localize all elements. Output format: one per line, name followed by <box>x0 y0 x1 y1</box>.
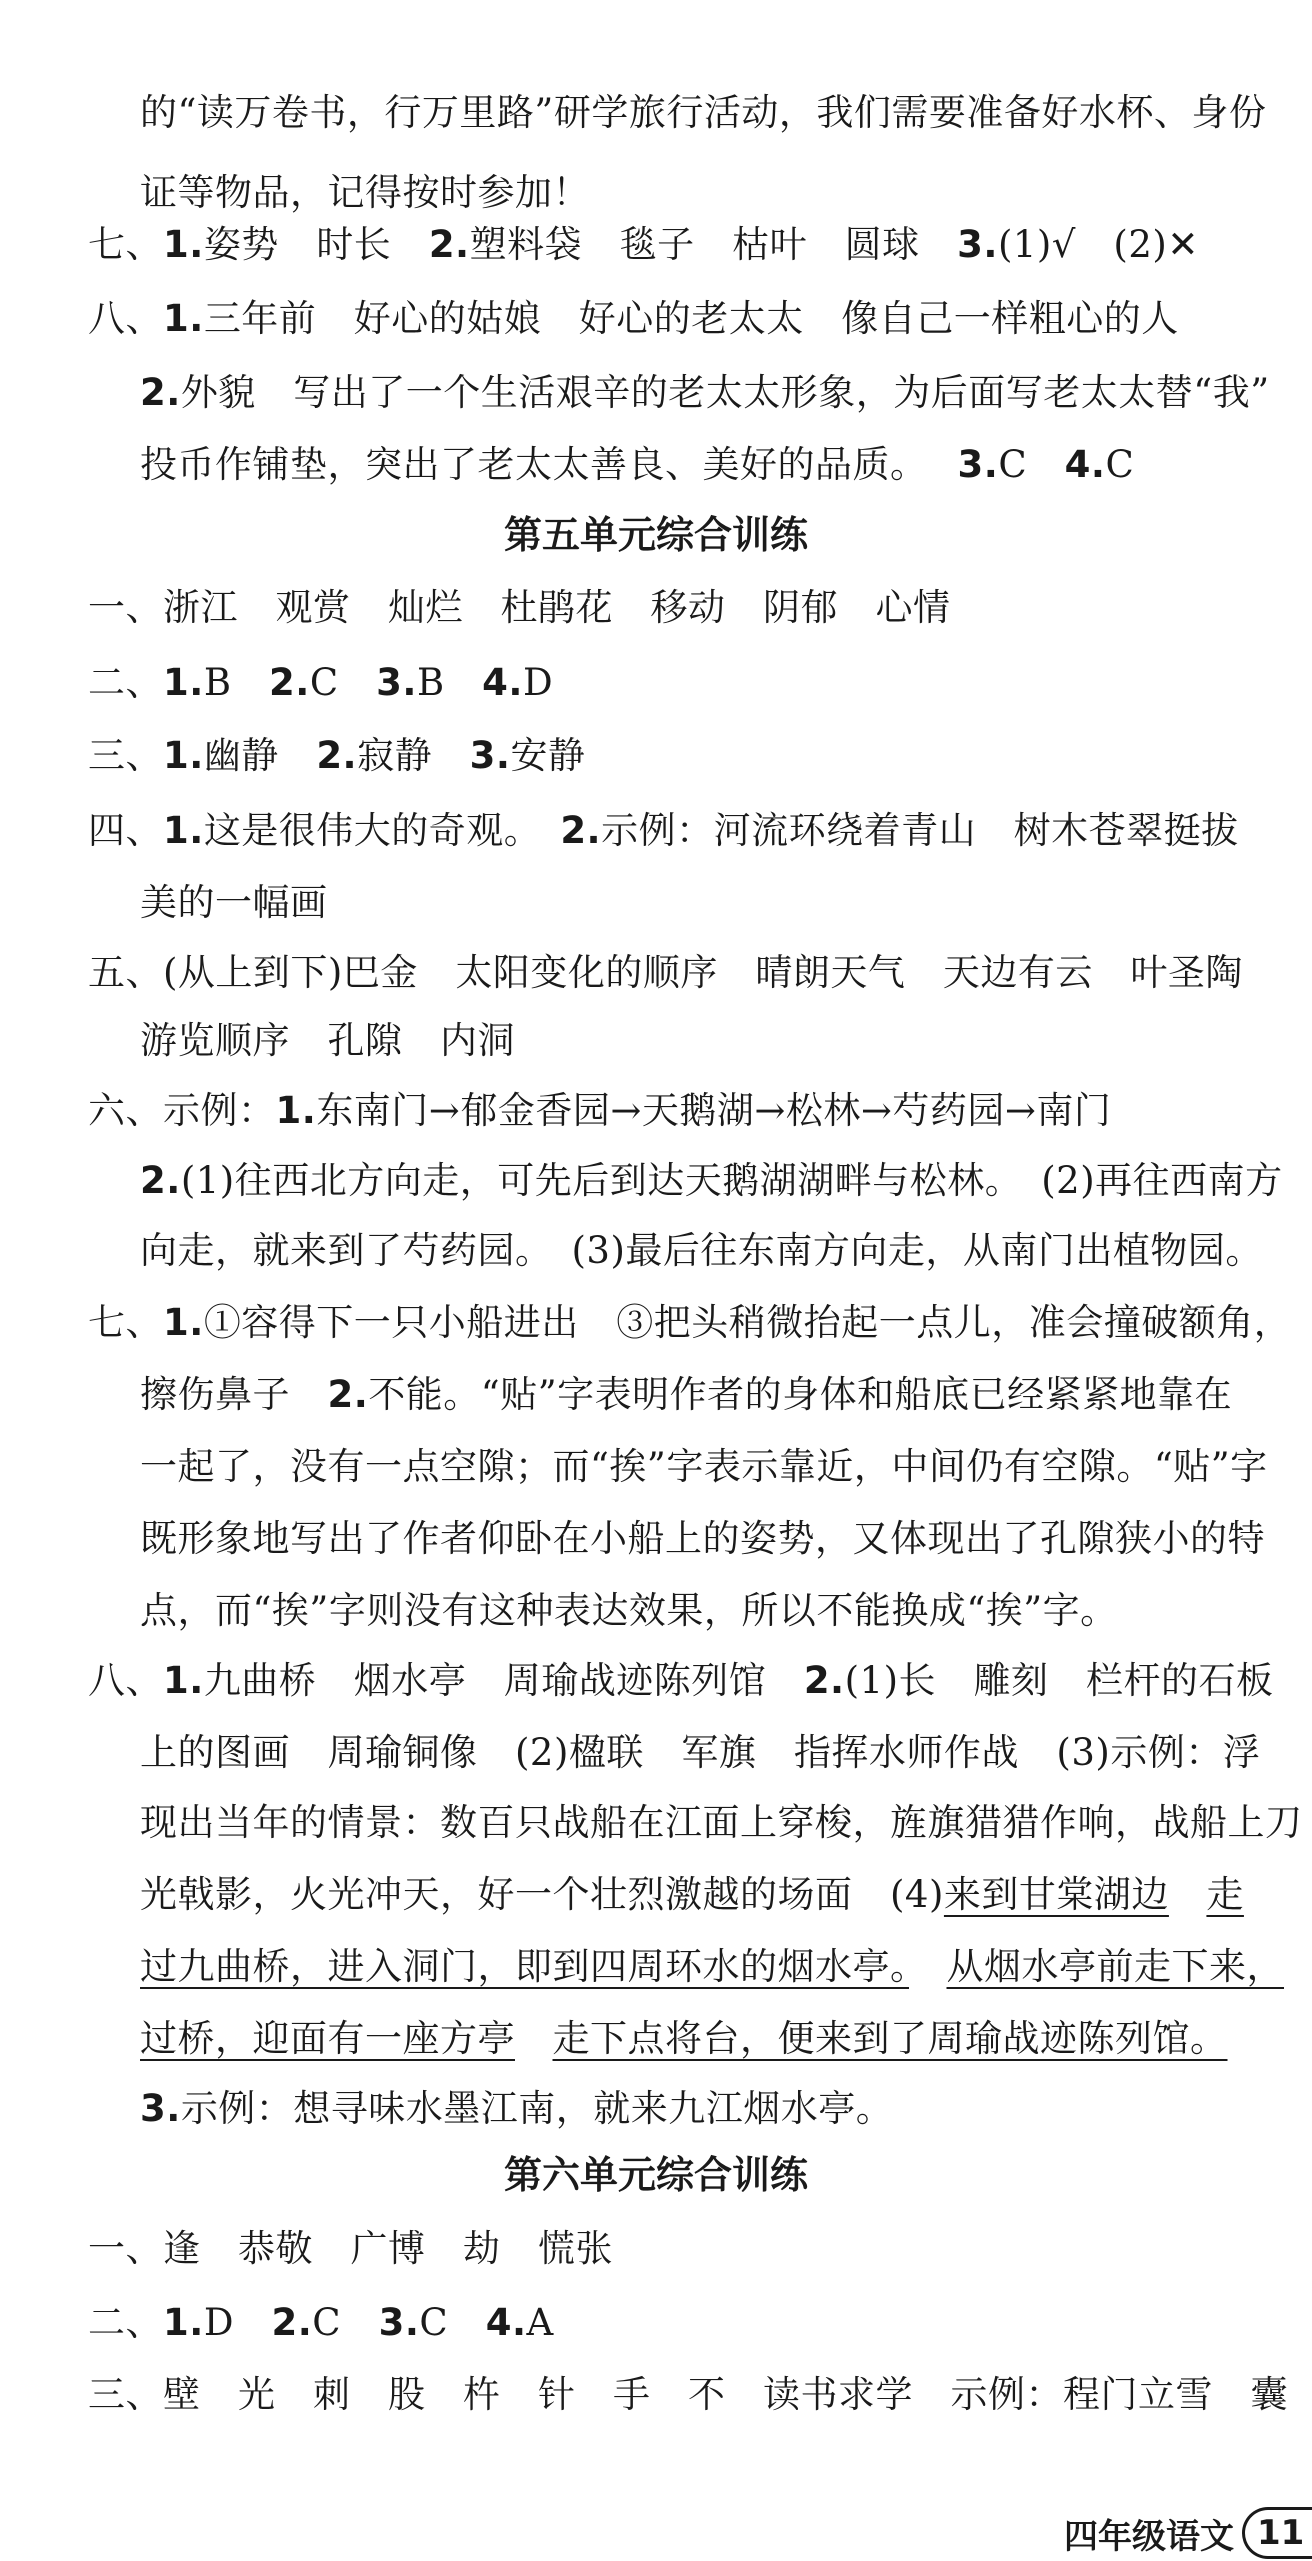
text-line: 美的一幅画 <box>140 881 328 924</box>
text-line: 向走，就来到了芍药园。 (3)最后往东南方向走，从南门出植物园。 <box>140 1229 1263 1272</box>
text-line: 2.外貌 写出了一个生活艰辛的老太太形象，为后面写老太太替“我” <box>140 371 1270 414</box>
answer-line-8: 八、1.三年前 好心的姑娘 好心的老太太 像自己一样粗心的人 <box>88 297 1179 340</box>
answer-line-7b: 七、1.①容得下一只小船进出 ③把头稍微抬起一点儿，准会撞破额角， <box>88 1301 1292 1344</box>
text-line <box>140 2016 1228 2062</box>
answer-line-1: 一、浙江 观赏 灿烂 杜鹃花 移动 阴郁 心情 <box>88 586 951 629</box>
answer-line-6: 六、示例：1.东南门→郁金香园→天鹅湖→松林→芍药园→南门 <box>88 1089 1112 1132</box>
answer-line-2b: 二、1.D 2.C 3.C 4.A <box>88 2301 554 2344</box>
underlined-route-text: 来到甘棠湖边 <box>943 1873 1169 1916</box>
text-line: 2.(1)往西北方向走，可先后到达天鹅湖湖畔与松林。 (2)再往西南方 <box>140 1159 1283 1202</box>
section-heading-unit6: 第六单元综合训练 <box>503 2153 808 2197</box>
text-line: 3.示例：想寻味水墨江南，就来九江烟水亭。 <box>140 2087 894 2130</box>
text-line: 证等物品，记得按时参加！ <box>140 171 590 214</box>
answer-line-1b: 一、逢 恭敬 广博 劫 慌张 <box>88 2227 613 2270</box>
underlined-route-text: 走下点将台，便来到了周瑜战迹陈列馆。 <box>552 2017 1228 2060</box>
answer-line-2: 二、1.B 2.C 3.B 4.D <box>88 661 554 704</box>
answer-line-5: 五、(从上到下)巴金 太阳变化的顺序 晴朗天气 天边有云 叶圣陶 <box>88 951 1243 994</box>
footer-label: 四年级语文 <box>1064 2516 1234 2557</box>
section-heading-unit5: 第五单元综合训练 <box>503 513 808 557</box>
answer-line-3: 三、1.幽静 2.寂静 3.安静 <box>88 734 586 777</box>
text-line: 一起了，没有一点空隙；而“挨”字表示靠近，中间仍有空隙。“贴”字 <box>140 1445 1268 1488</box>
underlined-route-text: 走 <box>1206 1873 1244 1916</box>
text-line: 投币作铺垫，突出了老太太善良、美好的品质。 3.C 4.C <box>140 443 1135 486</box>
text-line: 擦伤鼻子 2.不能。“贴”字表明作者的身体和船底已经紧紧地靠在 <box>140 1373 1233 1416</box>
text-line: 光戟影，火光冲天，好一个壮烈激越的场面 (4)来到甘棠湖边 走 <box>140 1873 1244 1916</box>
text-line: 既形象地写出了作者仰卧在小船上的姿势，又体现出了孔隙狭小的特 <box>140 1517 1265 1560</box>
underlined-route-text: 过九曲桥，进入洞门，即到四周环水的烟水亭。 <box>140 1945 909 1988</box>
underlined-route-text: 过桥，迎面有一座方亭 <box>140 2017 515 2060</box>
text-line: 点，而“挨”字则没有这种表达效果，所以不能换成“挨”字。 <box>140 1589 1118 1632</box>
text-line: 上的图画 周瑜铜像 (2)楹联 军旗 指挥水师作战 (3)示例：浮 <box>140 1731 1261 1774</box>
text-line <box>140 1944 1284 1990</box>
answer-line-7: 七、1.姿势 时长 2.塑料袋 毯子 枯叶 圆球 3.(1)√ (2)✕ <box>88 223 1199 266</box>
text-line: 现出当年的情景：数百只战船在江面上穿梭，旌旗猎猎作响，战船上刀 <box>140 1801 1303 1844</box>
underlined-route-text: 从烟水亭前走下来， <box>946 1945 1284 1988</box>
text-line: 游览顺序 孔隙 内洞 <box>140 1019 515 1062</box>
text-line: 的“读万卷书，行万里路”研学旅行活动，我们需要准备好水杯、身份 <box>140 91 1267 134</box>
page-footer <box>1064 2505 1312 2561</box>
answer-line-8b: 八、1.九曲桥 烟水亭 周瑜战迹陈列馆 2.(1)长 雕刻 栏杆的石板 <box>88 1659 1274 1702</box>
answer-line-3b: 三、壁 光 刺 股 杵 针 手 不 读书求学 示例：程门立雪 囊 <box>88 2373 1288 2416</box>
answer-line-4: 四、1.这是很伟大的奇观。 2.示例：河流环绕着青山 树木苍翠挺拔 <box>88 809 1239 852</box>
page-number-badge: 11 <box>1242 2507 1312 2559</box>
